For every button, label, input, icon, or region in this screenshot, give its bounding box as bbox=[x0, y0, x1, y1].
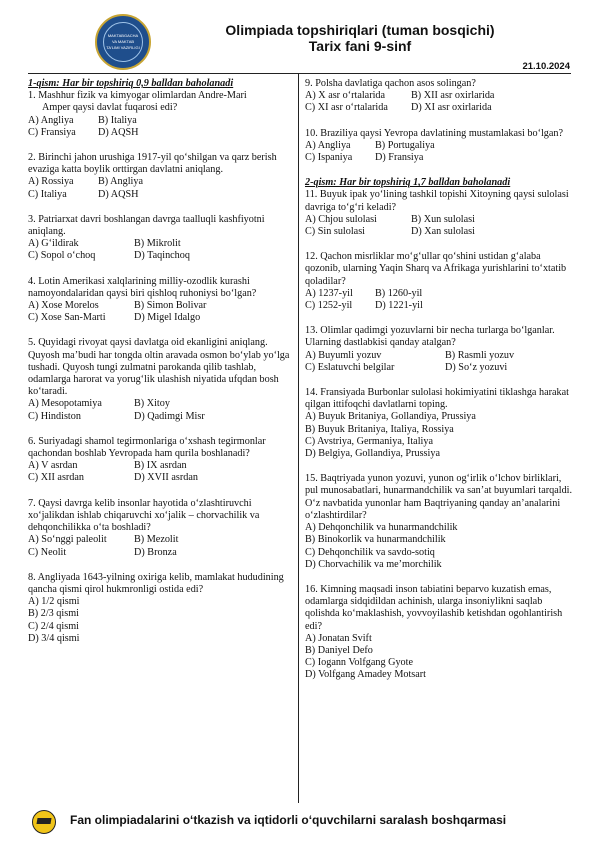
question-text: 5. Quyidagi rivoyat qaysi davlatga oid ekanligini aniqlang. Quyosh ma’budi har tongda oltin aravada osmon bo‘ylab yo‘lga tushadi. Quyosh tungi zulmatni parokanda qilib tashlab, odamlarga harorat va yorug‘lik ulashish niyatida ufqdan bosh ko‘taradi. bbox=[28, 337, 290, 398]
option-a: A) Angliya bbox=[305, 139, 351, 151]
option-c: C) 2/4 qismi bbox=[28, 620, 79, 632]
option-a: A) Buyumli yozuv bbox=[305, 349, 382, 361]
question-text: 16. Kimning maqsadi inson tabiatini beparvo kuzatish emas, odamlarga sidqidildan achinish, ularga insoniylikni saqlab qolishda ko‘maklashish, yovvoyilashib ketishdan ogohlantirish edi? bbox=[305, 583, 563, 632]
question-3 bbox=[28, 214, 293, 263]
question-9 bbox=[305, 78, 573, 115]
option-d: D) XVII asrdan bbox=[134, 472, 198, 484]
question-5 bbox=[28, 337, 293, 422]
page-header bbox=[0, 0, 596, 80]
option-d: D) Xan sulolasi bbox=[411, 226, 475, 238]
question-10 bbox=[305, 128, 573, 165]
option-d: D) XI asr oxirlarida bbox=[411, 102, 492, 114]
page-footer bbox=[30, 808, 570, 836]
option-a: A) 1/2 qismi bbox=[28, 596, 80, 608]
option-c: C) Fransiya bbox=[28, 126, 76, 138]
option-a: A) Xose Morelos bbox=[28, 300, 99, 312]
ministry-logo-icon: MAKTABGACHA VA MAKTAB TA'LIMI VAZIRLIGI bbox=[95, 14, 151, 70]
question-text: 11. Buyuk ipak yo‘lining tashkil topishi Xitoyning qaysi sulolasi davriga to‘g‘ri keladi? bbox=[305, 189, 569, 213]
option-c: C) Eslatuvchi belgilar bbox=[305, 361, 395, 373]
question-text: 13. Olimlar qadimgi yozuvlarni bir necha turlarga bo‘lganlar. Ularning dastlabkisi qanday atalgan? bbox=[305, 325, 555, 349]
option-a: A) Chjou sulolasi bbox=[305, 213, 377, 225]
subject-title: Tarix fani 9-sinf bbox=[308, 38, 412, 54]
left-column bbox=[28, 78, 293, 658]
question-11 bbox=[305, 189, 573, 238]
option-d: D) 1221-yil bbox=[375, 300, 423, 312]
option-c: C) 1252-yil bbox=[305, 300, 353, 312]
question-4 bbox=[28, 276, 293, 325]
option-a: A) X asr o‘rtalarida bbox=[305, 90, 386, 102]
question-text-cont: Amper qaysi davlat fuqarosi edi? bbox=[42, 102, 178, 114]
option-a: A) V asrdan bbox=[28, 460, 78, 472]
question-1 bbox=[28, 90, 293, 139]
option-c: C) Avstriya, Germaniya, Italiya bbox=[305, 435, 433, 447]
option-b: B) Mikrolit bbox=[134, 238, 181, 250]
option-d: D) Belgiya, Gollandiya, Prussiya bbox=[305, 448, 440, 460]
option-d: D) So‘z yozuvi bbox=[445, 361, 508, 373]
option-d: D) AQSH bbox=[98, 188, 139, 200]
option-b: B) Xun sulolasi bbox=[411, 213, 475, 225]
option-b: B) Mezolit bbox=[134, 534, 179, 546]
question-12 bbox=[305, 251, 573, 312]
question-text: 10. Braziliya qaysi Yevropa davlatining mustamlakasi bo‘lgan? bbox=[305, 127, 564, 139]
option-a: A) Angliya bbox=[28, 114, 74, 126]
option-c: C) Sopol o‘choq bbox=[28, 250, 96, 262]
option-d: D) Chorvachilik va me’morchilik bbox=[305, 558, 442, 570]
option-c: C) Iogann Volfgang Gyote bbox=[305, 657, 413, 669]
section-heading: 1-qism: Har bir topshiriq 0,9 balldan baholanadi bbox=[28, 78, 234, 89]
option-b: B) Binokorlik va hunarmandchilik bbox=[305, 534, 446, 546]
option-d: D) AQSH bbox=[98, 126, 139, 138]
option-c: C) Neolit bbox=[28, 546, 67, 558]
option-a: A) G‘ildirak bbox=[28, 238, 79, 250]
footer-text: Fan olimpiadalarini o‘tkazish va iqtidorli o‘quvchilarni saralash boshqarmasi bbox=[70, 813, 507, 827]
option-b: B) Portugaliya bbox=[375, 139, 435, 151]
question-2 bbox=[28, 152, 293, 201]
option-a: A) So‘nggi paleolit bbox=[28, 534, 107, 546]
option-c: C) Dehqonchilik va savdo-sotiq bbox=[305, 546, 435, 558]
option-a: A) Dehqonchilik va hunarmandchilik bbox=[305, 522, 458, 534]
option-d: D) Fransiya bbox=[375, 152, 424, 164]
option-b: B) XII asr oxirlarida bbox=[411, 90, 495, 102]
question-text: 6. Suriyadagi shamol tegirmonlariga o‘xshash tegirmonlar qachondan boshlab Yevropada ham qurila boshlanadi? bbox=[28, 435, 266, 460]
question-text: 9. Polsha davlatiga qachon asos solingan? bbox=[305, 78, 476, 89]
question-text: 14. Fransiyada Burbonlar sulolasi hokimiyatini tiklashga harakat qilgan ittifoqchi davlatlarni toping. bbox=[305, 387, 569, 411]
question-7 bbox=[28, 498, 293, 559]
question-text: 4. Lotin Amerikasi xalqlarining milliy-ozodlik kurashi namoyondalaridan qaysi biri qishloq ruhoniysi bo‘lgan? bbox=[28, 275, 257, 299]
option-b: B) 2/3 qismi bbox=[28, 608, 79, 620]
question-text: 15. Baqtriyada yunon yozuvi, yunon og‘irlik o‘lchov birliklari, pul munosabatlari, hunarmandchilik va san’at buyumlari tarqaldi. O‘z navbatida yunonlar ham Baqtriyaning qanday an’analarini o‘zlashtirdilar? bbox=[305, 473, 573, 521]
option-c: C) XII asrdan bbox=[28, 472, 85, 484]
question-text: 1. Mashhur fizik va kimyogar olimlardan Andre-Mari bbox=[28, 90, 247, 102]
option-b: B) Xitoy bbox=[134, 398, 170, 410]
right-column bbox=[305, 78, 573, 695]
option-a: A) Mesopotamiya bbox=[28, 398, 102, 410]
question-13 bbox=[305, 325, 573, 374]
question-14 bbox=[305, 387, 573, 460]
option-d: D) Qadimgi Misr bbox=[134, 410, 205, 422]
column-divider bbox=[298, 73, 299, 803]
option-b: B) Simon Bolivar bbox=[134, 300, 207, 312]
option-c: C) Xose San-Marti bbox=[28, 312, 106, 324]
question-16 bbox=[305, 584, 573, 682]
date-label: 21.10.2024 bbox=[522, 61, 570, 72]
option-b: B) Rasmli yozuv bbox=[445, 349, 515, 361]
option-b: B) Daniyel Defo bbox=[305, 644, 373, 656]
graduation-cap-icon bbox=[32, 810, 56, 834]
option-c: C) Sin sulolasi bbox=[305, 226, 366, 238]
option-c: C) Hindiston bbox=[28, 410, 81, 422]
section-heading: 2-qism: Har bir topshiriq 1,7 balldan baholanadi bbox=[305, 177, 511, 189]
option-c: C) XI asr o‘rtalarida bbox=[305, 102, 388, 114]
header-divider bbox=[28, 73, 571, 74]
page-title: Olimpiada topshiriqlari (tuman bosqichi) bbox=[225, 22, 495, 38]
option-b: B) IX asrdan bbox=[134, 460, 187, 472]
question-text: 2. Birinchi jahon urushiga 1917-yil qo‘shilgan va qarz berish evaziga katta boylik orttirgan davlatni aniqlang. bbox=[28, 152, 277, 176]
option-b: B) Italiya bbox=[98, 114, 137, 126]
option-d: D) Migel Idalgo bbox=[134, 312, 201, 324]
question-15 bbox=[305, 473, 573, 571]
option-b: B) 1260-yil bbox=[375, 287, 423, 299]
option-a: A) Buyuk Britaniya, Gollandiya, Prussiya bbox=[305, 411, 476, 423]
question-text: 7. Qaysi davrga kelib insonlar hayotida o‘zlashtiruvchi xo‘jalikdan ishlab chiqaruvchi xo‘jalik – chorvachilik va dehqonchilikka o‘ta boshladi? bbox=[28, 497, 260, 534]
option-a: A) 1237-yil bbox=[305, 287, 353, 299]
question-text: 8. Angliyada 1643-yilning oxiriga kelib, mamlakat hududining qancha qismi qirol hukmronligi ostida edi? bbox=[28, 571, 284, 595]
option-a: A) Rossiya bbox=[28, 176, 74, 188]
option-c: C) Ispaniya bbox=[305, 152, 353, 164]
question-text: 3. Patriarxat davri boshlangan davrga taalluqli kashfiyotni aniqlang. bbox=[28, 213, 265, 238]
question-8 bbox=[28, 572, 293, 645]
option-d: D) Volfgang Amadey Motsart bbox=[305, 669, 427, 681]
question-text: 12. Qachon misrliklar mo‘g‘ullar qo‘shini ustidan g‘alaba qozonib, ularning Yaqin Sharq va Afrikaga yurishlarini to‘xtatib qoladilar? bbox=[305, 251, 567, 287]
option-b: B) Angliya bbox=[98, 176, 143, 188]
option-d: D) Bronza bbox=[134, 546, 177, 558]
option-b: B) Buyuk Britaniya, Italiya, Rossiya bbox=[305, 423, 454, 435]
option-d: D) Taqinchoq bbox=[134, 250, 190, 262]
option-a: A) Jonatan Svift bbox=[305, 632, 372, 644]
question-6 bbox=[28, 436, 293, 485]
option-c: C) Italiya bbox=[28, 188, 67, 200]
option-d: D) 3/4 qismi bbox=[28, 632, 80, 644]
